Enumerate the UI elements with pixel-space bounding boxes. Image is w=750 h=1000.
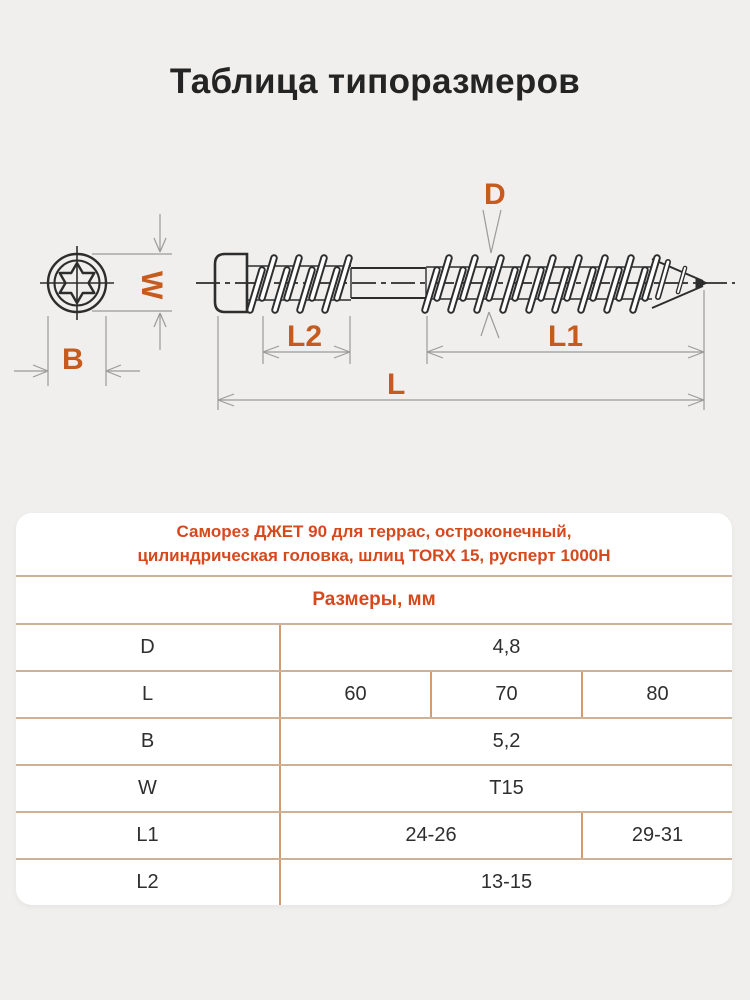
dim-label-l2: L2	[287, 320, 323, 353]
product-title	[16, 513, 732, 575]
dim-label-b: B	[62, 343, 84, 376]
value-cell: 4,8	[279, 625, 732, 670]
value-cell: 80	[581, 672, 732, 717]
page-title: Таблица типоразмеров	[169, 62, 581, 101]
table-row	[16, 717, 732, 764]
table-row	[16, 623, 732, 670]
value-cell: 60	[279, 672, 430, 717]
value-cell: T15	[279, 766, 732, 811]
witness-lines	[14, 210, 704, 410]
value-cell: 70	[430, 672, 581, 717]
value-cell: 24-26	[279, 813, 581, 858]
param-cell: B	[140, 730, 155, 752]
torx-head-end-view	[40, 246, 114, 320]
param-cell: L1	[136, 824, 159, 846]
size-header: Размеры, мм	[16, 575, 732, 623]
dim-label-l: L	[387, 368, 406, 401]
table-row	[16, 858, 732, 905]
table-row	[16, 764, 732, 811]
thread-section-near-tip	[425, 258, 657, 310]
dim-label-w: W	[135, 271, 168, 300]
table-row	[16, 811, 732, 858]
product-title-line1: Саморез ДЖЕТ 90 для террас, остроконечный,	[176, 521, 572, 541]
screw-dimension-diagram	[0, 160, 750, 460]
param-cell: L2	[136, 871, 159, 893]
value-cell: 29-31	[581, 813, 732, 858]
dim-label-d: D	[484, 178, 506, 211]
value-cell: 13-15	[279, 860, 732, 905]
param-cell: W	[138, 777, 157, 799]
size-table-card	[16, 513, 732, 905]
size-table-rows	[16, 623, 732, 905]
param-cell: D	[140, 636, 155, 658]
table-row	[16, 670, 732, 717]
value-cell: 5,2	[279, 719, 732, 764]
param-cell: L	[141, 683, 154, 705]
product-title-line2: цилиндрическая головка, шлиц TORX 15, русперт 1000Н	[137, 546, 611, 565]
dim-label-l1: L1	[548, 320, 584, 353]
